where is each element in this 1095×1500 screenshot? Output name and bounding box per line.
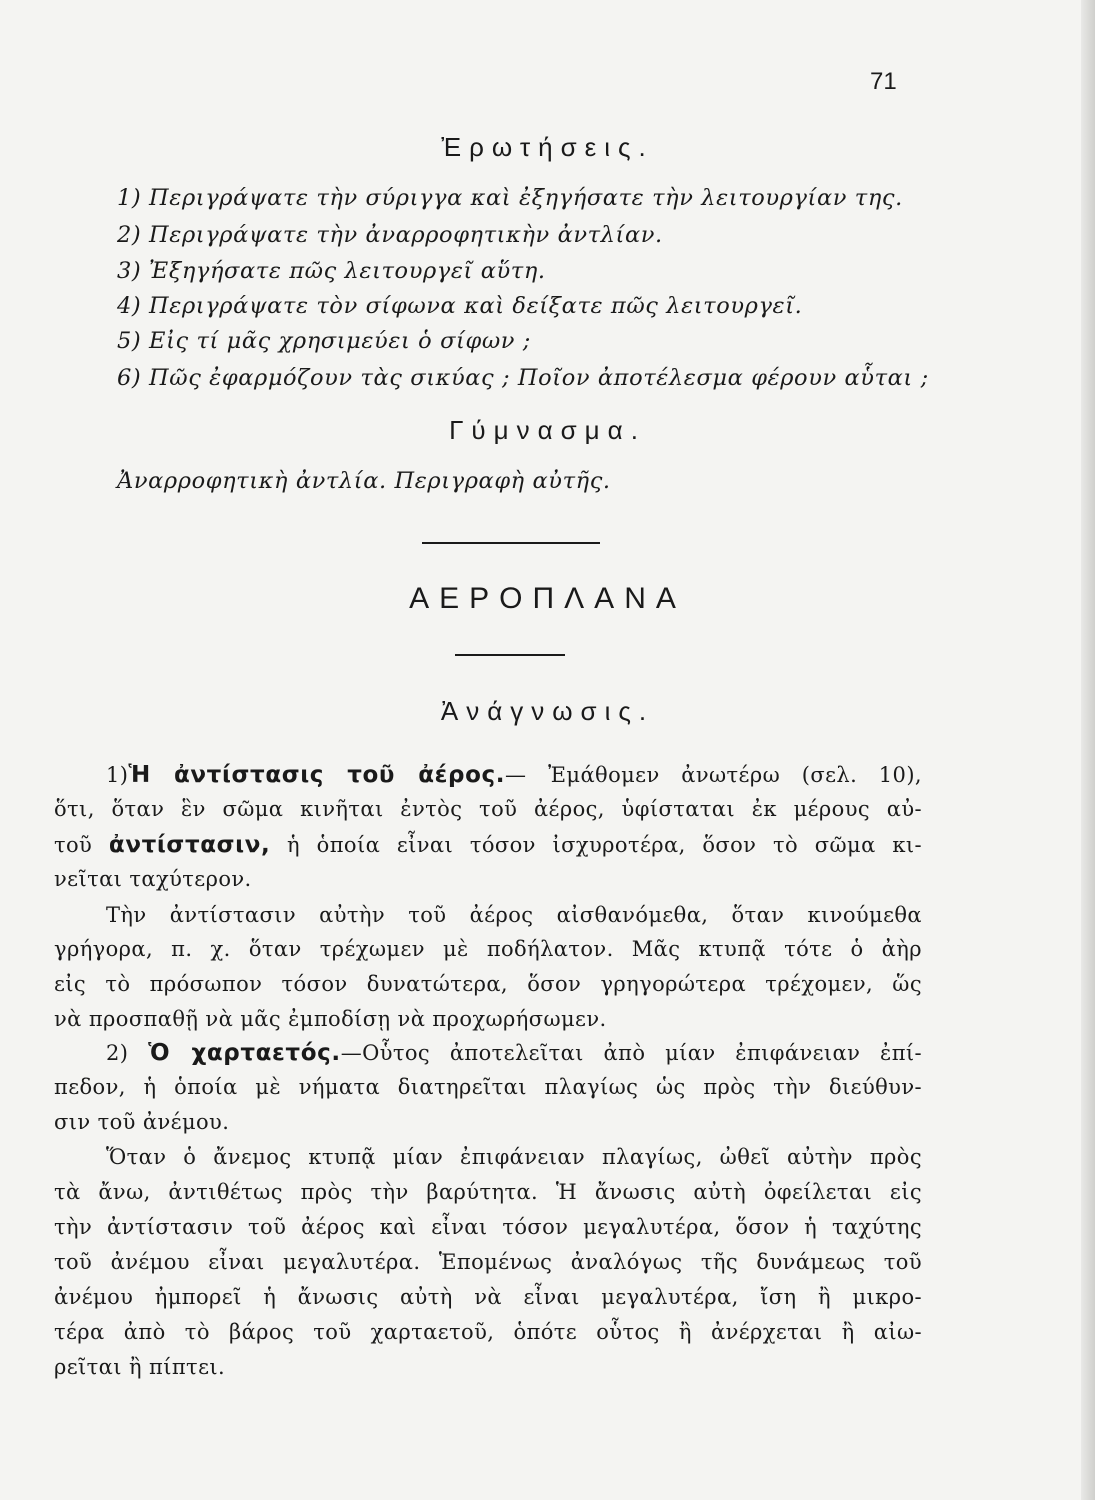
section-number-2: 2) bbox=[106, 1041, 129, 1065]
page-edge-shadow bbox=[1081, 0, 1095, 1500]
paragraph-4-line-6: τέρα ἀπὸ τὸ βάρος τοῦ χαρταετοῦ, ὁπότε οὗτος ἢ ἀνέρχεται ἢ αἰω- bbox=[54, 1320, 922, 1344]
paragraph-2-line-3: εἰς τὸ πρόσωπον τόσον δυνατώτερα, ὅσον γρηγορώτερα τρέχομεν, ὥς bbox=[54, 972, 922, 996]
paragraph-4-line-7: ρεῖται ἢ πίπτει. bbox=[54, 1355, 226, 1379]
question-3: 3) Ἐξηγήσατε πῶς λειτουργεῖ αὕτη. bbox=[117, 258, 546, 284]
paragraph-2-line-4: νὰ προσπαθῇ νὰ μᾶς ἐμποδίσῃ νὰ προχωρήσωμεν. bbox=[54, 1007, 607, 1031]
paragraph-3-line-3: σιν τοῦ ἀνέμου. bbox=[54, 1110, 230, 1134]
paragraph-4-line-4: τοῦ ἀνέμου εἶναι μεγαλυτέρα. Ἑπομένως ἀναλόγως τῆς δυνάμεως τοῦ bbox=[54, 1250, 922, 1274]
exercise-heading: Γύμνασμα. bbox=[449, 415, 646, 445]
paragraph-1-line-2: ὅτι, ὅταν ἓν σῶμα κινῆται ἐντὸς τοῦ ἀέρος, ὑφίσταται ἐκ μέρους αὐ- bbox=[54, 797, 922, 821]
paragraph-4-line-3: τὴν ἀντίστασιν τοῦ ἀέρος καὶ εἶναι τόσον μεγαλυτέρα, ὅσον ἡ ταχύτης bbox=[54, 1215, 922, 1239]
question-2: 2) Περιγράψατε τὴν ἀναρροφητικὴν ἀντλίαν. bbox=[117, 222, 663, 248]
title-underline-rule bbox=[455, 654, 565, 656]
paragraph-3-line-2: πεδον, ἡ ὁποία μὲ νήματα διατηρεῖται πλαγίως ὡς πρὸς τὴν διεύθυν- bbox=[54, 1075, 922, 1099]
paragraph-1-line-3 bbox=[54, 832, 922, 858]
question-6: 6) Πῶς ἐφαρμόζουν τὰς σικύας ; Ποῖον ἀποτέλεσμα φέρουν αὗται ; bbox=[117, 365, 929, 391]
page-number: 71 bbox=[870, 68, 897, 95]
paragraph-1-text-3a: τοῦ bbox=[54, 833, 93, 857]
paragraph-3-text-1: —Οὗτος ἀποτελεῖται ἀπὸ μίαν ἐπιφάνειαν ἐπί- bbox=[340, 1041, 923, 1065]
paragraph-1-line-1 bbox=[106, 762, 922, 788]
reading-heading: Ἀνάγνωσις. bbox=[440, 696, 655, 726]
bold-term-resistance: ἀντίστασιν, bbox=[108, 832, 271, 858]
question-4: 4) Περιγράψατε τὸν σίφωνα καὶ δείξατε πῶς λειτουργεῖ. bbox=[117, 293, 803, 319]
question-5: 5) Εἰς τί μᾶς χρησιμεύει ὁ σίφων ; bbox=[117, 328, 531, 354]
section-number-1: 1) bbox=[106, 763, 129, 787]
paragraph-4-line-1: Ὅταν ὁ ἄνεμος κτυπᾷ μίαν ἐπιφάνειαν πλαγίως, ὠθεῖ αὐτὴν πρὸς bbox=[106, 1145, 922, 1169]
section-title-air-resistance: Ἡ ἀντίστασις τοῦ ἀέρος. bbox=[128, 762, 506, 788]
questions-heading: Ἐρωτήσεις. bbox=[441, 132, 654, 162]
question-1: 1) Περιγράψατε τὴν σύριγγα καὶ ἐξηγήσατε τὴν λειτουργίαν της. bbox=[117, 185, 903, 211]
paragraph-3-line-1 bbox=[106, 1040, 922, 1066]
paragraph-4-line-2: τὰ ἄνω, ἀντιθέτως πρὸς τὴν βαρύτητα. Ἡ ἄνωσις αὐτὴ ὀφείλεται εἰς bbox=[54, 1180, 922, 1204]
paragraph-2-line-1: Τὴν ἀντίστασιν αὐτὴν τοῦ ἀέρος αἰσθανόμεθα, ὅταν κινούμεθα bbox=[106, 903, 922, 927]
separator-rule bbox=[422, 542, 600, 544]
paragraph-4-line-5: ἀνέμου ἠμπορεῖ ἡ ἄνωσις αὐτὴ νὰ εἶναι μεγαλυτέρα, ἴση ἢ μικρο- bbox=[54, 1285, 922, 1309]
exercise-task: Ἀναρροφητικὴ ἀντλία. Περιγραφὴ αὐτῆς. bbox=[117, 468, 611, 494]
paragraph-1-text-1: — Ἐμάθομεν ἀνωτέρω (σελ. 10), bbox=[505, 763, 922, 787]
paragraph-1-line-4: νεῖται ταχύτερον. bbox=[54, 867, 252, 891]
chapter-title: ΑΕΡΟΠΛΑΝΑ bbox=[409, 582, 686, 615]
paragraph-1-text-3c: ἡ ὁποία εἶναι τόσον ἰσχυροτέρα, ὅσον τὸ σῶμα κι- bbox=[287, 833, 922, 857]
paragraph-2-line-2: γρήγορα, π. χ. ὅταν τρέχωμεν μὲ ποδήλατον. Μᾶς κτυπᾷ τότε ὁ ἀὴρ bbox=[54, 937, 922, 961]
section-title-kite: Ὁ χαρταετός. bbox=[148, 1040, 341, 1066]
